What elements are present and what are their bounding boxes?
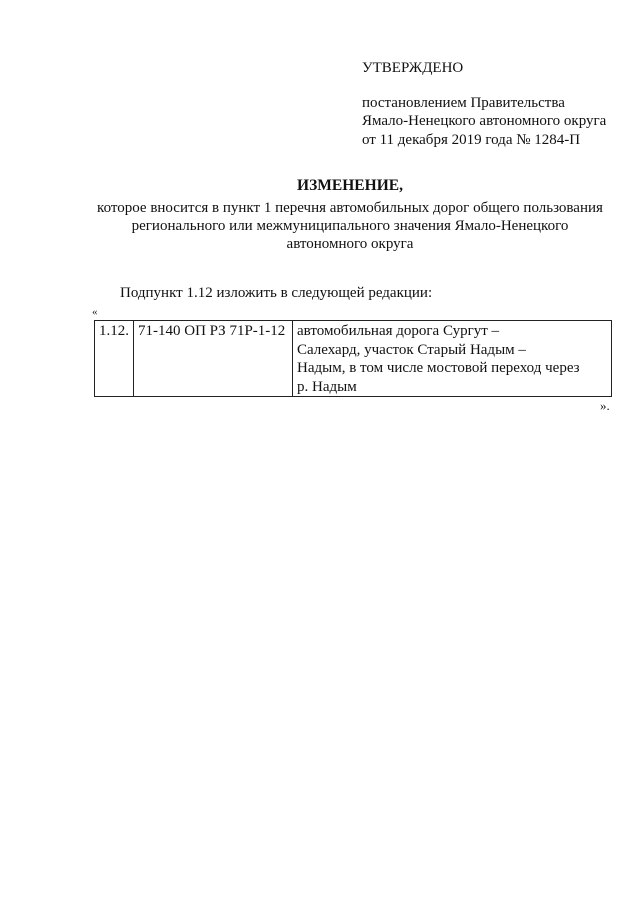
table-row xyxy=(95,321,612,397)
approval-line: от 11 декабря 2019 года № 1284-П xyxy=(362,131,581,148)
subtitle-line: регионального или межмуниципального значения Ямало-Ненецкого xyxy=(131,218,569,234)
approval-block xyxy=(362,59,606,149)
road-name-line: р. Надым xyxy=(297,378,357,395)
subtitle-line: автономного округа xyxy=(286,236,414,252)
road-name xyxy=(293,321,612,397)
close-quote: ». xyxy=(600,398,610,413)
row-number: 1.12. xyxy=(95,321,134,397)
roads-table xyxy=(94,320,612,397)
open-quote: « xyxy=(92,306,98,318)
approval-heading: УТВЕРЖДЕНО xyxy=(362,60,464,76)
approval-line: Ямало-Ненецкого автономного округа xyxy=(362,113,607,129)
intro-paragraph: Подпункт 1.12 изложить в следующей редакции: xyxy=(120,285,433,301)
subtitle-line: которое вносится в пункт 1 перечня автомобильных дорог общего пользования xyxy=(97,200,603,216)
approval-line: постановлением Правительства xyxy=(362,94,565,111)
document-title: ИЗМЕНЕНИЕ, xyxy=(297,177,403,194)
road-name-line: автомобильная дорога Сургут – xyxy=(297,323,500,339)
document-subtitle xyxy=(60,199,640,253)
road-code: 71-140 ОП РЗ 71Р-1-12 xyxy=(134,321,293,397)
road-name-line: Салехард, участок Старый Надым – xyxy=(297,341,526,358)
road-name-line: Надым, в том числе мостовой переход через xyxy=(297,360,580,376)
